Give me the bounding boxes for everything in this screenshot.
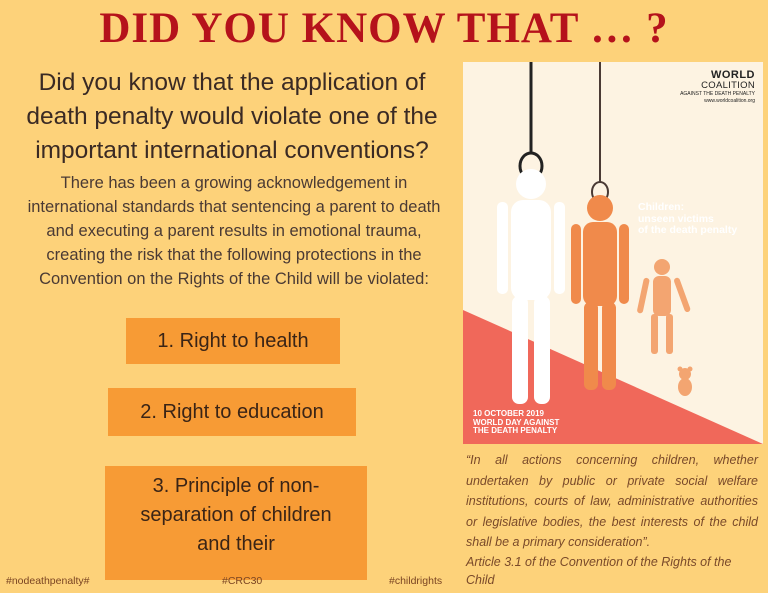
campaign-poster xyxy=(463,62,763,444)
right-box-education xyxy=(108,388,356,436)
right-box-health xyxy=(126,318,340,364)
hashtag-crc30: #CRC30 xyxy=(222,575,263,587)
right-box-non-separation xyxy=(105,466,367,580)
poster-title: Children: unseen victims of the death penalty xyxy=(638,201,738,236)
poster-date: 10 OCTOBER 2019 WORLD DAY AGAINST THE DEATH PENALTY xyxy=(473,409,560,435)
right-label: 2. Right to education xyxy=(140,400,324,423)
page-title: DID YOU KNOW THAT … ? xyxy=(99,5,669,52)
hashtag-childrights: #childrights xyxy=(389,575,443,587)
crc-quote: “In all actions concerning children, whether undertaken by public or private social welfare institutions, courts of law, administrative authorities or legislative bodies, the best interests of the child shall be a primary consideration”. xyxy=(466,453,758,549)
hashtag-nodeathpenalty: #nodeathpenalty# xyxy=(6,575,90,587)
poster-illustration xyxy=(463,62,763,444)
quote-citation: Article 3.1 of the Convention of the Rights of the Child xyxy=(466,555,732,587)
question-heading: Did you know that the application of death penalty would violate one of the important international conventions? xyxy=(26,69,438,164)
hanged-figure-middle-icon xyxy=(571,195,629,390)
world-coalition-logo: WORLD COALITION AGAINST THE DEATH PENALTY www.worldcoalition.org xyxy=(680,69,755,104)
right-label: 3. Principle of non-separation of children and their xyxy=(140,475,332,555)
teddy-bear-icon xyxy=(678,367,693,397)
right-label: 1. Right to health xyxy=(157,329,309,352)
body-paragraph: There has been a growing acknowledgement in international standards that sentencing a parent to death and executing a parent results in emotional trauma, creating the risk that the following protections in the Convention on the Rights of the Child will be violated: xyxy=(27,174,441,288)
child-figure-icon xyxy=(637,259,692,354)
